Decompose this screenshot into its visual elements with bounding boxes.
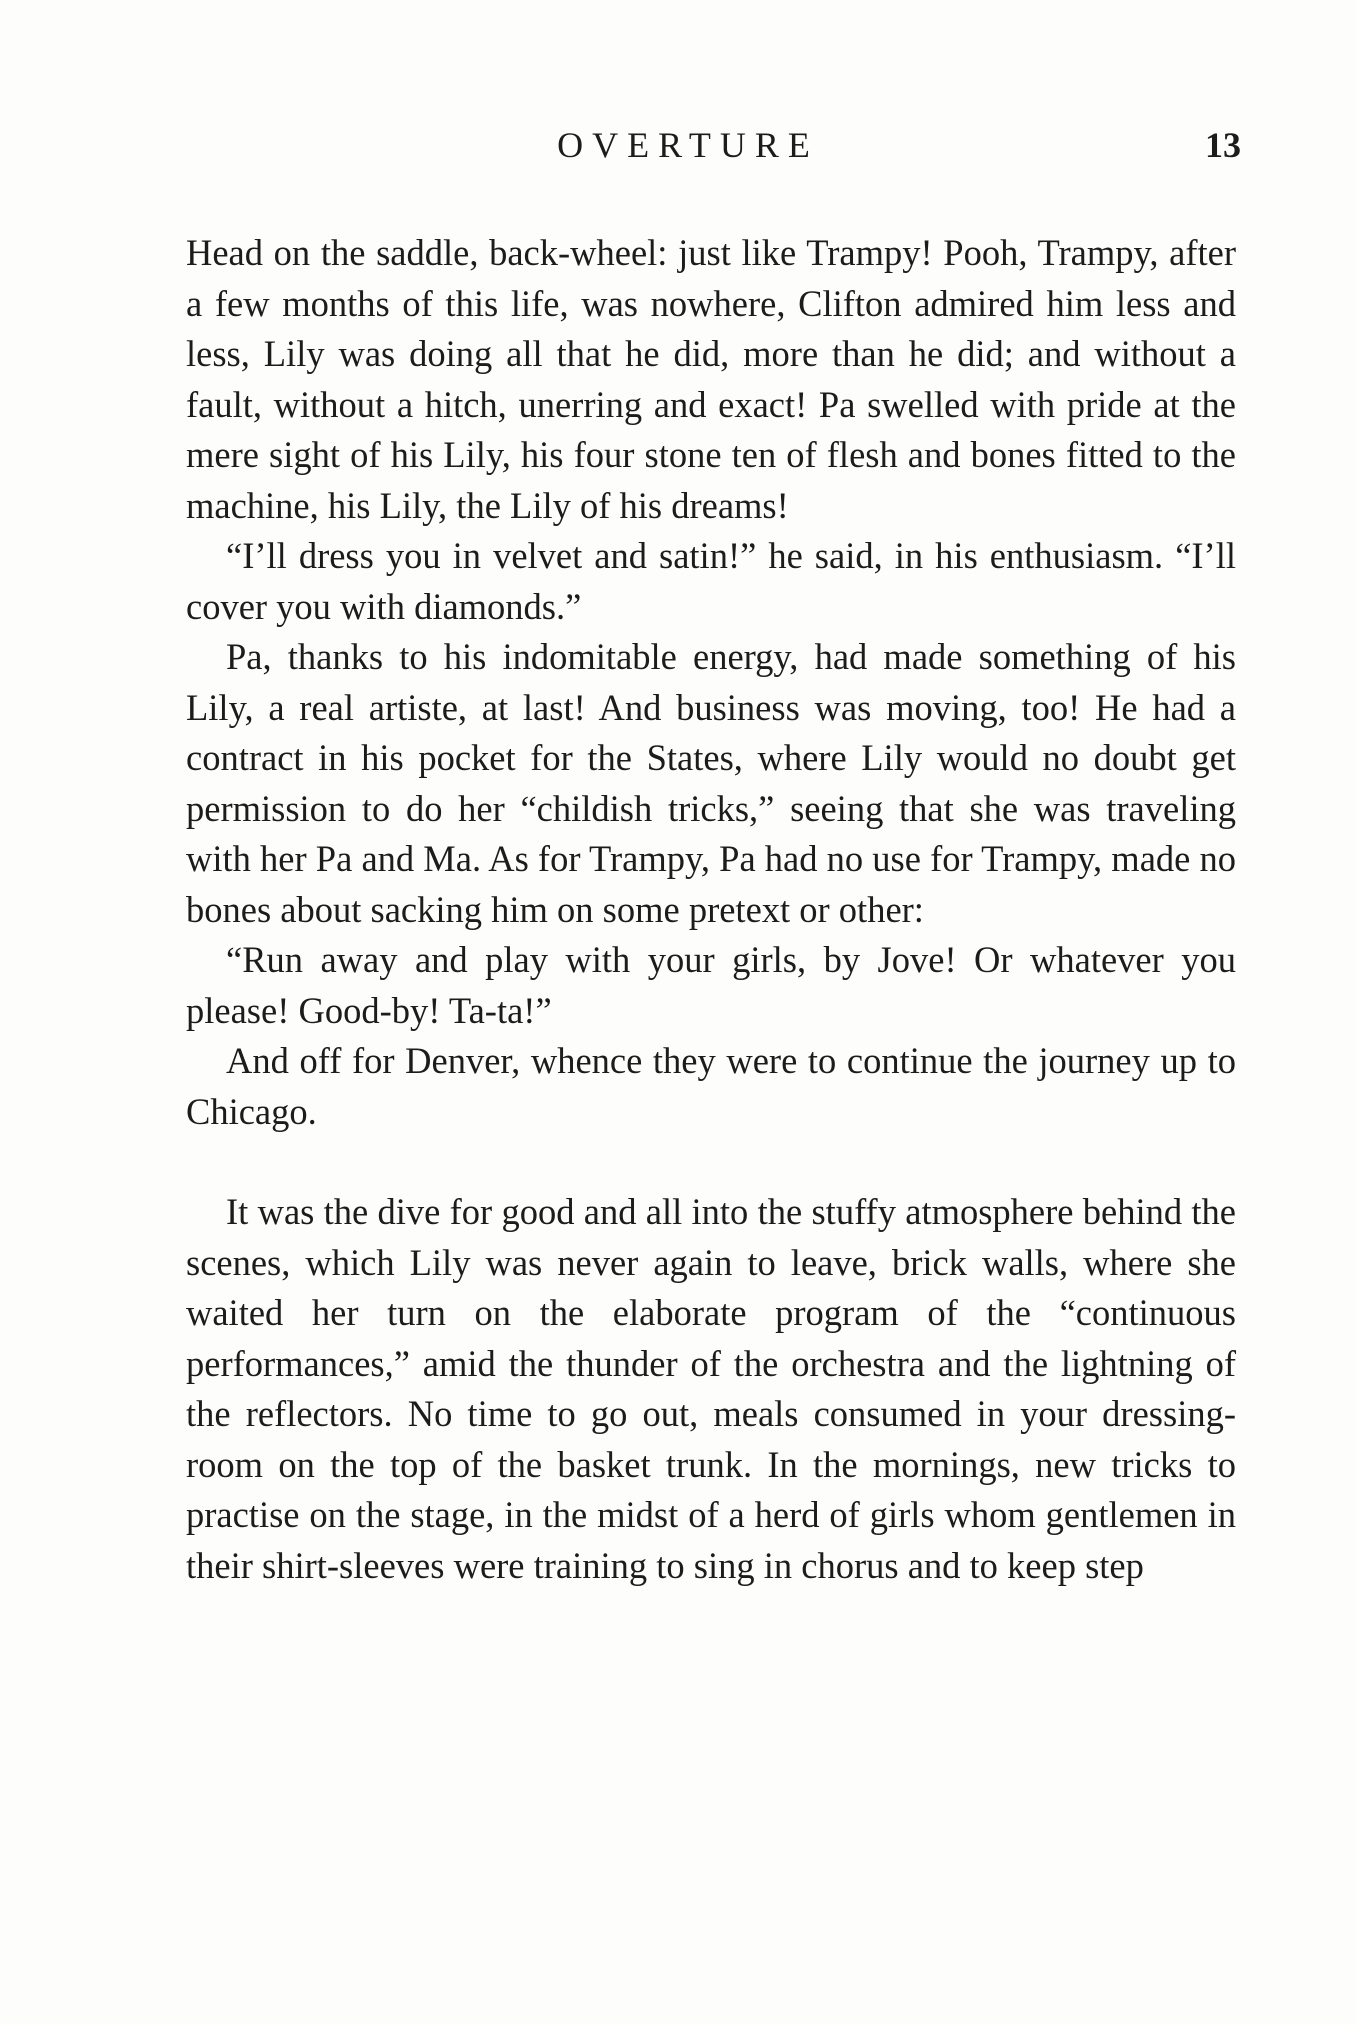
paragraph-artiste: Pa, thanks to his indomitable energy, had made something of his Lily, a real artiste, at last! And business was moving, too! He had a contract in his pocket for the States, where Lily would no doubt get permission to do her “childish tricks,” seeing that she was traveling with her Pa and Ma. As for Trampy, Pa had no use for Trampy, made no bones about sacking him on some pretext or other:	[186, 636, 1236, 930]
paragraph-velvet-quote: “I’ll dress you in velvet and satin!” he said, in his enthusiasm. “I’ll cover you with diamonds.”	[186, 535, 1236, 627]
running-title: OVERTURE	[557, 125, 819, 165]
running-head	[0, 124, 1356, 180]
paragraph-run-away-quote: “Run away and play with your girls, by Jove! Or whatever you please! Good-by! Ta-ta!”	[186, 939, 1236, 1031]
page-number: 13	[1205, 125, 1241, 165]
paragraph-denver: And off for Denver, whence they were to continue the journey up to Chicago.	[186, 1040, 1236, 1132]
section-break	[186, 1137, 1236, 1187]
paragraph-trampy: Head on the saddle, back-wheel: just like Trampy! Pooh, Trampy, after a few months of this life, was nowhere, Clifton admired him less and less, Lily was doing all that he did, more than he did; and without a fault, without a hitch, unerring and exact! Pa swelled with pride at the mere sight of his Lily, his four stone ten of flesh and bones fitted to the machine, his Lily, the Lily of his dreams!	[186, 232, 1236, 526]
body-text	[186, 228, 1236, 1591]
paragraph-behind-scenes: It was the dive for good and all into the stuffy atmosphere behind the scenes, which Lily was never again to leave, brick walls, where she waited her turn on the elaborate program of the “continuous performances,” amid the thunder of the orchestra and the lightning of the reflectors. No time to go out, meals consumed in your dressing-room on the top of the basket trunk. In the mornings, new tricks to practise on the stage, in the midst of a herd of girls whom gentlemen in their shirt-sleeves were training to sing in chorus and to keep step	[186, 1191, 1236, 1586]
